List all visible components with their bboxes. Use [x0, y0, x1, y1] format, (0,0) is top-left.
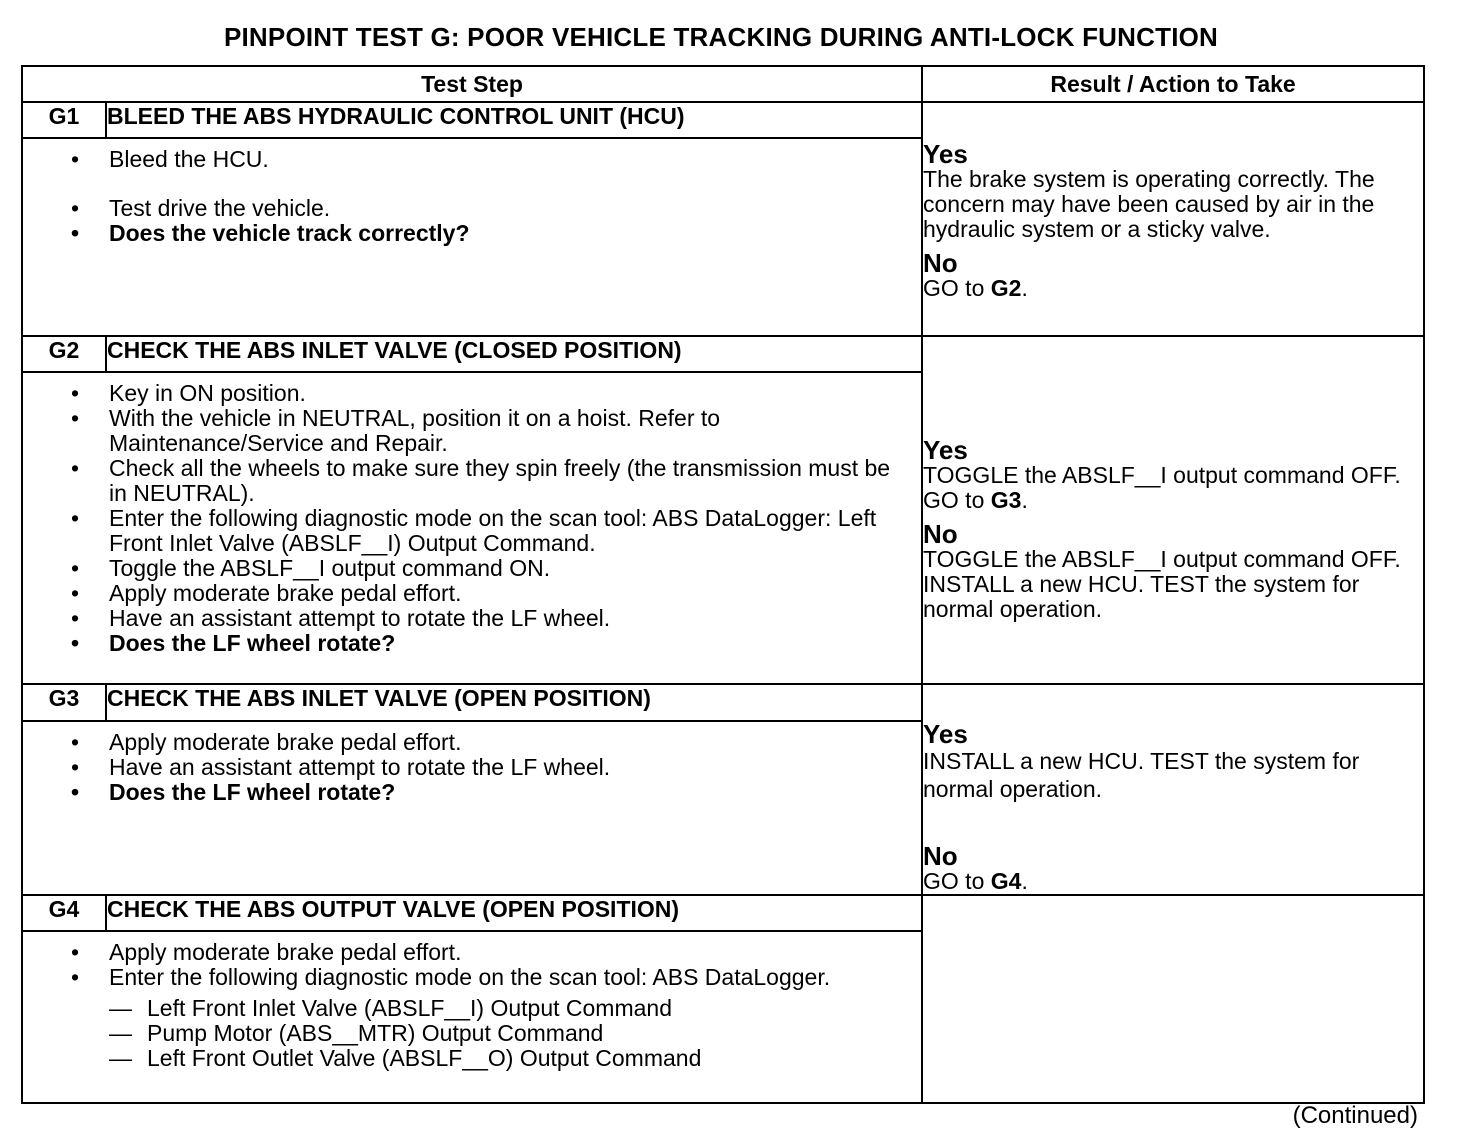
step-g2-instructions: [22, 372, 922, 684]
list-item: • Apply moderate brake pedal effort.: [71, 581, 911, 606]
no-action: TOGGLE the ABSLF__I output command OFF. INSTALL a new HCU. TEST the system for normal operation.: [923, 546, 1401, 622]
no-action: GO to G2.: [923, 275, 1028, 301]
yes-action: TOGGLE the ABSLF__I output command OFF. GO to G3.: [923, 462, 1401, 513]
no-label: No: [923, 519, 958, 549]
step-id: G1: [22, 102, 106, 138]
pinpoint-test-table: [21, 65, 1425, 1104]
list-item: • Key in ON position.: [71, 381, 911, 406]
sub-list-item: — Left Front Inlet Valve (ABSLF__I) Output Command: [109, 996, 921, 1021]
test-step-header: Test Step: [22, 66, 922, 102]
list-item: • Does the LF wheel rotate?: [71, 780, 911, 805]
list-item: • Bleed the HCU.: [71, 147, 911, 172]
step-g4-instructions: [22, 931, 922, 1103]
list-item: • Toggle the ABSLF__I output command ON.: [71, 556, 911, 581]
list-item: • Enter the following diagnostic mode on the scan tool: ABS DataLogger: Left Front Inlet Valve (ABSLF__I) Output Command.: [71, 506, 911, 556]
step-heading: CHECK THE ABS INLET VALVE (CLOSED POSITION): [106, 336, 922, 372]
no-label: No: [923, 841, 958, 871]
table-header-row: [22, 66, 1424, 102]
list-item: • With the vehicle in NEUTRAL, position it on a hoist. Refer to Maintenance/Service and Repair.: [71, 406, 911, 456]
list-item: • Enter the following diagnostic mode on the scan tool: ABS DataLogger.: [71, 965, 911, 990]
step-heading: CHECK THE ABS INLET VALVE (OPEN POSITION): [106, 684, 922, 721]
yes-action: The brake system is operating correctly. The concern may have been caused by air in the hydraulic system or a sticky valve.: [923, 166, 1375, 242]
list-item: • Does the LF wheel rotate?: [71, 631, 911, 656]
step-g3-result: [922, 684, 1424, 895]
continued-label: (Continued): [1292, 1102, 1418, 1129]
step-g4-result: [922, 895, 1424, 1103]
list-item: • Check all the wheels to make sure they spin freely (the transmission must be in NEUTRAL).: [71, 456, 911, 506]
step-g3-instructions: [22, 721, 922, 895]
step-id: G4: [22, 895, 106, 931]
step-g1-instructions: [22, 138, 922, 336]
list-item: • Have an assistant attempt to rotate the LF wheel.: [71, 606, 911, 631]
step-g3-header-row: [22, 684, 1424, 721]
no-action: GO to G4.: [923, 868, 1028, 894]
step-g1-header-row: [22, 102, 1424, 138]
sub-list-item: — Pump Motor (ABS__MTR) Output Command: [109, 1021, 921, 1046]
step-heading: BLEED THE ABS HYDRAULIC CONTROL UNIT (HCU): [106, 102, 922, 138]
step-id: G3: [22, 684, 106, 721]
yes-label: Yes: [923, 719, 968, 749]
list-item: • Does the vehicle track correctly?: [71, 221, 911, 246]
step-g1-result: [922, 102, 1424, 336]
step-id: G2: [22, 336, 106, 372]
list-item: • Have an assistant attempt to rotate the LF wheel.: [71, 755, 911, 780]
step-g2-result: [922, 336, 1424, 684]
step-g4-header-row: [22, 895, 1424, 931]
yes-label: Yes: [923, 435, 968, 465]
yes-label: Yes: [923, 139, 968, 169]
page-title: PINPOINT TEST G: POOR VEHICLE TRACKING DURING ANTI-LOCK FUNCTION: [223, 22, 1219, 52]
step-g2-header-row: [22, 336, 1424, 372]
yes-action: INSTALL a new HCU. TEST the system for normal operation.: [923, 748, 1360, 802]
result-header: Result / Action to Take: [922, 66, 1424, 102]
no-label: No: [923, 248, 958, 278]
list-item: • Apply moderate brake pedal effort.: [71, 940, 911, 965]
list-item: • Apply moderate brake pedal effort.: [71, 730, 911, 755]
sub-list-item: — Left Front Outlet Valve (ABSLF__O) Output Command: [109, 1046, 921, 1071]
step-heading: CHECK THE ABS OUTPUT VALVE (OPEN POSITION): [106, 895, 922, 931]
list-item: • Test drive the vehicle.: [71, 196, 911, 221]
